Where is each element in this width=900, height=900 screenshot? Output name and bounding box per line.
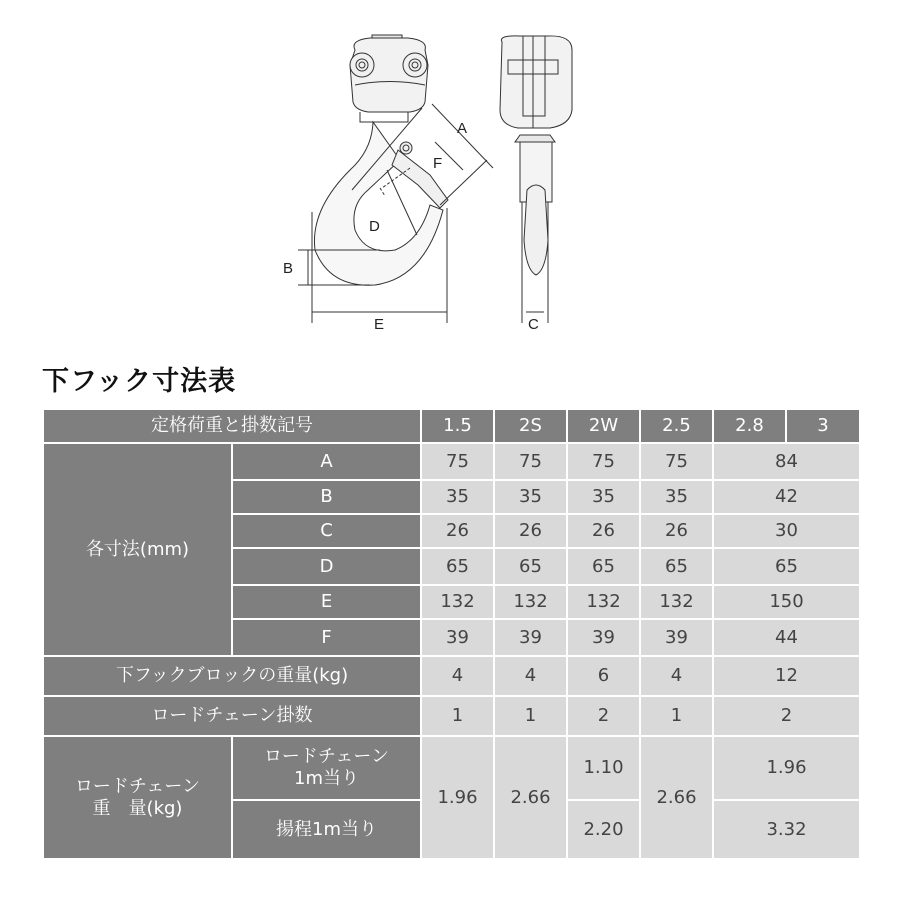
header-col-2-5: 2.5 xyxy=(640,409,713,443)
header-col-2-8: 2.8 xyxy=(713,409,786,443)
cell: 35 xyxy=(640,480,713,514)
cell-merged: 150 xyxy=(713,585,860,619)
row-label-d: D xyxy=(232,548,421,585)
cell: 1 xyxy=(494,696,567,736)
table-row-chain-falls xyxy=(43,696,860,736)
cell: 65 xyxy=(567,548,640,585)
header-col-1-5: 1.5 xyxy=(421,409,494,443)
header-col-2s: 2S xyxy=(494,409,567,443)
cell: 132 xyxy=(567,585,640,619)
dimension-label-d: D xyxy=(369,218,380,235)
dimensions-group-label: 各寸法(mm) xyxy=(43,443,232,656)
chain-weight-group-label xyxy=(43,736,232,859)
cell: 4 xyxy=(494,656,567,696)
table-row-hook-block-weight xyxy=(43,656,860,696)
cell: 1.10 xyxy=(567,736,640,800)
cell-merged: 44 xyxy=(713,619,860,656)
cell: 26 xyxy=(421,514,494,548)
cell: 35 xyxy=(567,480,640,514)
chain-weight-group-label-line1: ロードチェーン xyxy=(74,775,201,797)
cell: 2.66 xyxy=(494,736,567,859)
cell-merged: 2 xyxy=(713,696,860,736)
dimension-label-b: B xyxy=(283,260,294,277)
dimension-label-c: C xyxy=(528,316,539,333)
cell: 4 xyxy=(421,656,494,696)
cell: 1.96 xyxy=(421,736,494,859)
dimension-label-a: A xyxy=(457,120,468,137)
row-label-per-meter xyxy=(232,736,421,800)
cell: 26 xyxy=(494,514,567,548)
per-meter-label-line1: ロードチェーン xyxy=(263,746,390,767)
row-label-chain-falls: ロードチェーン掛数 xyxy=(43,696,421,736)
table-row-a xyxy=(43,443,860,480)
header-capacity-label: 定格荷重と掛数記号 xyxy=(43,409,421,443)
row-label-f: F xyxy=(232,619,421,656)
cell: 35 xyxy=(421,480,494,514)
cell: 2.20 xyxy=(567,800,640,859)
cell: 75 xyxy=(640,443,713,480)
cell: 75 xyxy=(421,443,494,480)
cell: 132 xyxy=(421,585,494,619)
cell: 39 xyxy=(640,619,713,656)
cell-merged: 12 xyxy=(713,656,860,696)
cell: 65 xyxy=(640,548,713,585)
cell-merged: 3.32 xyxy=(713,800,860,859)
row-label-per-lift: 揚程1m当り xyxy=(232,800,421,859)
cell: 2 xyxy=(567,696,640,736)
cell: 75 xyxy=(567,443,640,480)
cell-merged: 65 xyxy=(713,548,860,585)
cell: 26 xyxy=(567,514,640,548)
row-label-c: C xyxy=(232,514,421,548)
cell: 1 xyxy=(421,696,494,736)
cell-merged: 1.96 xyxy=(713,736,860,800)
cell: 65 xyxy=(494,548,567,585)
table-row-chain-weight-per-meter xyxy=(43,736,860,800)
cell: 132 xyxy=(640,585,713,619)
cell: 6 xyxy=(567,656,640,696)
cell: 39 xyxy=(421,619,494,656)
cell: 39 xyxy=(567,619,640,656)
cell-merged: 84 xyxy=(713,443,860,480)
per-meter-label-line2: 1m当り xyxy=(294,768,359,789)
cell-merged: 42 xyxy=(713,480,860,514)
cell-merged: 30 xyxy=(713,514,860,548)
cell: 65 xyxy=(421,548,494,585)
cell: 2.66 xyxy=(640,736,713,859)
cell: 35 xyxy=(494,480,567,514)
cell: 75 xyxy=(494,443,567,480)
bottom-hook-drawing xyxy=(280,30,600,340)
dimension-label-f: F xyxy=(433,155,443,172)
chain-weight-group-label-line2: 重 量(kg) xyxy=(92,797,183,819)
header-row xyxy=(43,409,860,443)
cell: 132 xyxy=(494,585,567,619)
dimension-label-e: E xyxy=(374,316,385,333)
row-label-hook-block-weight: 下フックブロックの重量(kg) xyxy=(43,656,421,696)
header-col-3: 3 xyxy=(786,409,860,443)
row-label-a: A xyxy=(232,443,421,480)
cell: 39 xyxy=(494,619,567,656)
row-label-b: B xyxy=(232,480,421,514)
cell: 26 xyxy=(640,514,713,548)
hook-dimension-table xyxy=(42,408,861,860)
page-title: 下フック寸法表 xyxy=(42,366,237,397)
cell: 4 xyxy=(640,656,713,696)
header-col-2w: 2W xyxy=(567,409,640,443)
cell: 1 xyxy=(640,696,713,736)
row-label-e: E xyxy=(232,585,421,619)
